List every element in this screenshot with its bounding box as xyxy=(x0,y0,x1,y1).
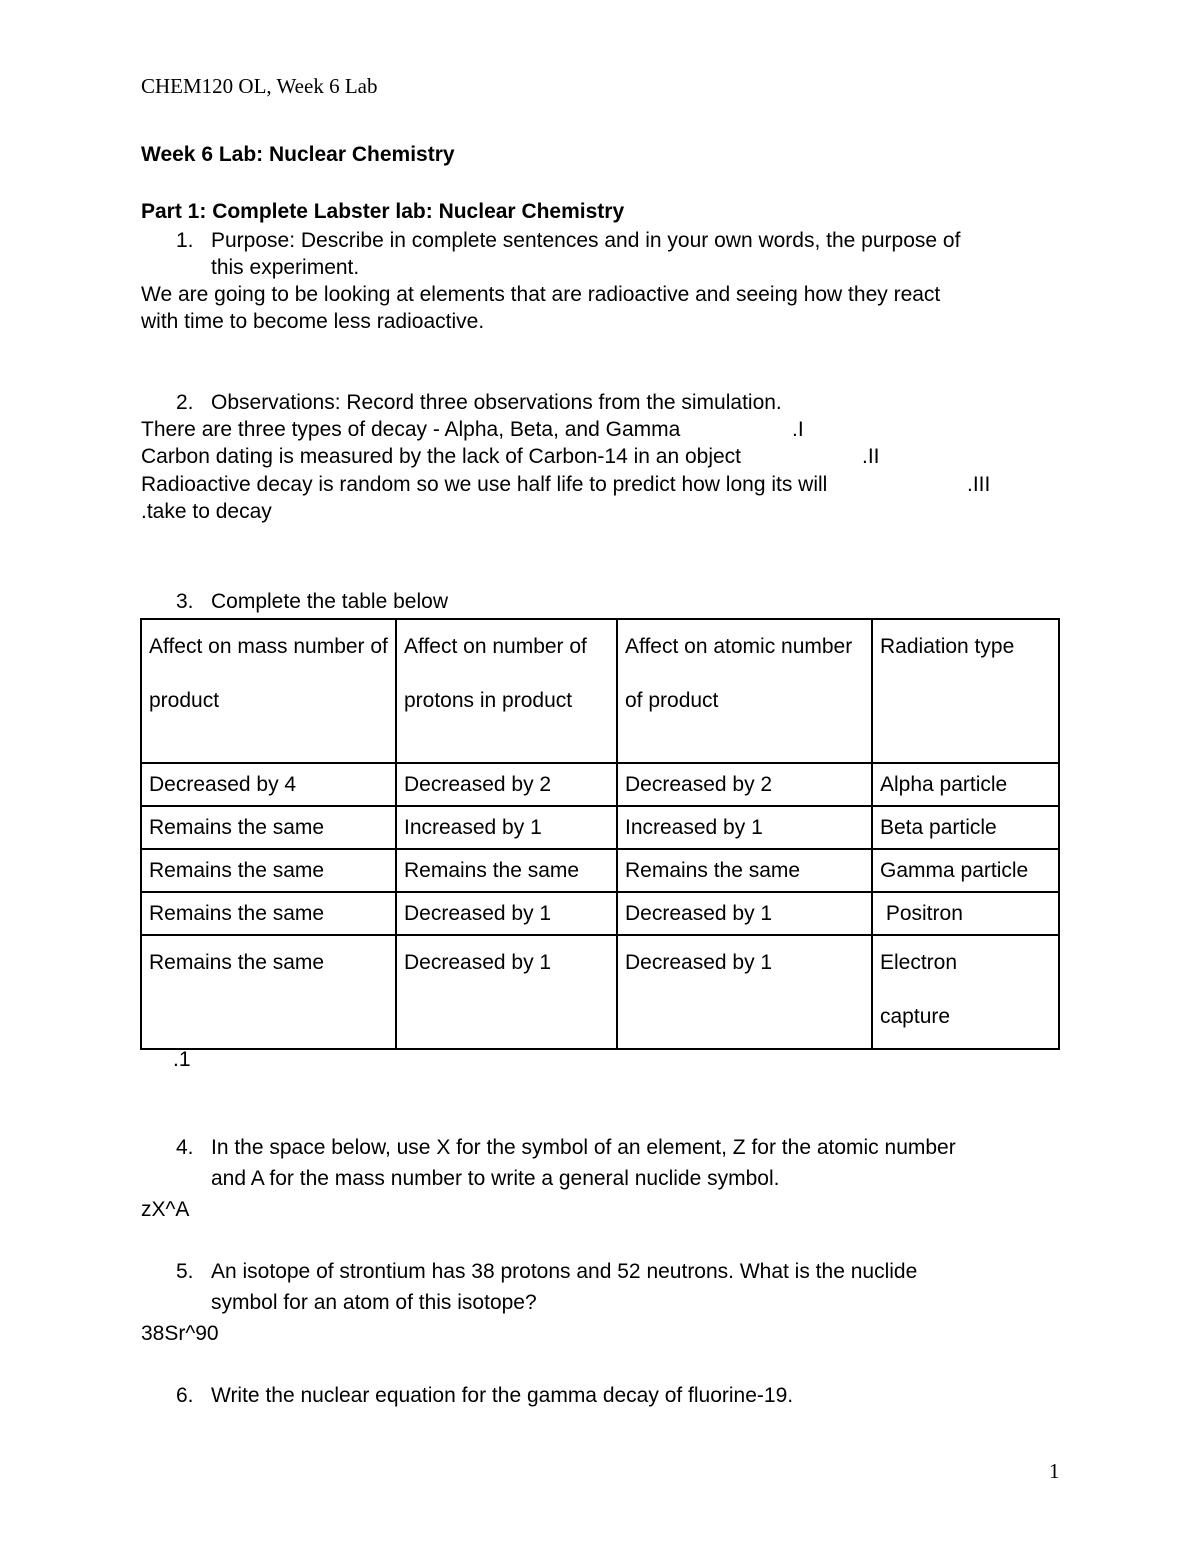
table-header-cell: Affect on number of protons in product xyxy=(396,619,617,763)
decay-table xyxy=(140,618,1060,1050)
table-cell: Decreased by 4 xyxy=(141,763,396,806)
q3-number: 3. xyxy=(176,590,194,613)
table-header-row xyxy=(141,619,1059,763)
q5-text-line1: An isotope of strontium has 38 protons and 52 neutrons. What is the nuclide xyxy=(211,1260,918,1283)
q6-number: 6. xyxy=(176,1384,194,1407)
page-number: 1 xyxy=(1049,1459,1060,1483)
observation-1-marker: .I xyxy=(792,418,804,441)
table-header-cell: Affect on atomic number of product xyxy=(617,619,872,763)
table-row xyxy=(141,806,1059,849)
table-cell: Decreased by 1 xyxy=(617,892,872,935)
observation-3-marker: .III xyxy=(967,473,991,496)
observation-2-marker: .II xyxy=(862,445,880,468)
q5-answer: 38Sr^90 xyxy=(141,1322,219,1345)
q5-text-line2: symbol for an atom of this isotope? xyxy=(211,1291,537,1314)
table-cell: Alpha particle xyxy=(872,763,1059,806)
table-row xyxy=(141,892,1059,935)
table-cell: Remains the same xyxy=(141,806,396,849)
table-cell: Decreased by 1 xyxy=(396,892,617,935)
q1-answer-line2: with time to become less radioactive. xyxy=(141,310,485,333)
q4-number: 4. xyxy=(176,1136,194,1159)
running-header: CHEM120 OL, Week 6 Lab xyxy=(141,74,378,98)
table-cell: Electron capture xyxy=(872,935,1059,1049)
table-cell: Positron xyxy=(872,892,1059,935)
observation-1: There are three types of decay - Alpha, Beta, and Gamma xyxy=(141,418,681,441)
q4-answer: zX^A xyxy=(141,1198,190,1221)
table-after-marker: .1 xyxy=(173,1048,191,1071)
observation-3-continued: .take to decay xyxy=(141,500,272,523)
table-row xyxy=(141,849,1059,892)
observation-2: Carbon dating is measured by the lack of Carbon-14 in an object xyxy=(141,445,742,468)
table-cell: Decreased by 2 xyxy=(396,763,617,806)
q4-text-line1: In the space below, use X for the symbol of an element, Z for the atomic number xyxy=(211,1136,956,1159)
q2-text: Observations: Record three observations from the simulation. xyxy=(211,391,782,414)
table-cell: Decreased by 1 xyxy=(617,935,872,1049)
q2-number: 2. xyxy=(176,391,194,414)
table-header-cell: Affect on mass number of product xyxy=(141,619,396,763)
table-cell: Increased by 1 xyxy=(617,806,872,849)
table-cell: Beta particle xyxy=(872,806,1059,849)
q1-text-line1: Purpose: Describe in complete sentences and in your own words, the purpose of xyxy=(211,229,961,252)
table-cell: Decreased by 1 xyxy=(396,935,617,1049)
q1-answer-line1: We are going to be looking at elements that are radioactive and seeing how they react xyxy=(141,283,941,306)
table-row xyxy=(141,763,1059,806)
table-cell: Remains the same xyxy=(141,935,396,1049)
table-cell: Gamma particle xyxy=(872,849,1059,892)
table-cell: Remains the same xyxy=(141,892,396,935)
table-cell: Remains the same xyxy=(396,849,617,892)
table-row xyxy=(141,935,1059,1049)
page-title: Week 6 Lab: Nuclear Chemistry xyxy=(141,143,455,166)
q4-text-line2: and A for the mass number to write a general nuclide symbol. xyxy=(211,1167,780,1190)
observation-3: Radioactive decay is random so we use half life to predict how long its will xyxy=(141,473,828,496)
table-header-cell: Radiation type xyxy=(872,619,1059,763)
part1-heading: Part 1: Complete Labster lab: Nuclear Chemistry xyxy=(141,200,625,223)
q1-number: 1. xyxy=(176,229,194,252)
table-cell: Increased by 1 xyxy=(396,806,617,849)
table-cell: Decreased by 2 xyxy=(617,763,872,806)
q1-text-line2: this experiment. xyxy=(211,256,360,279)
q6-text: Write the nuclear equation for the gamma decay of fluorine-19. xyxy=(211,1384,794,1407)
q3-text: Complete the table below xyxy=(211,590,448,613)
q5-number: 5. xyxy=(176,1260,194,1283)
table-cell: Remains the same xyxy=(141,849,396,892)
table-cell: Remains the same xyxy=(617,849,872,892)
